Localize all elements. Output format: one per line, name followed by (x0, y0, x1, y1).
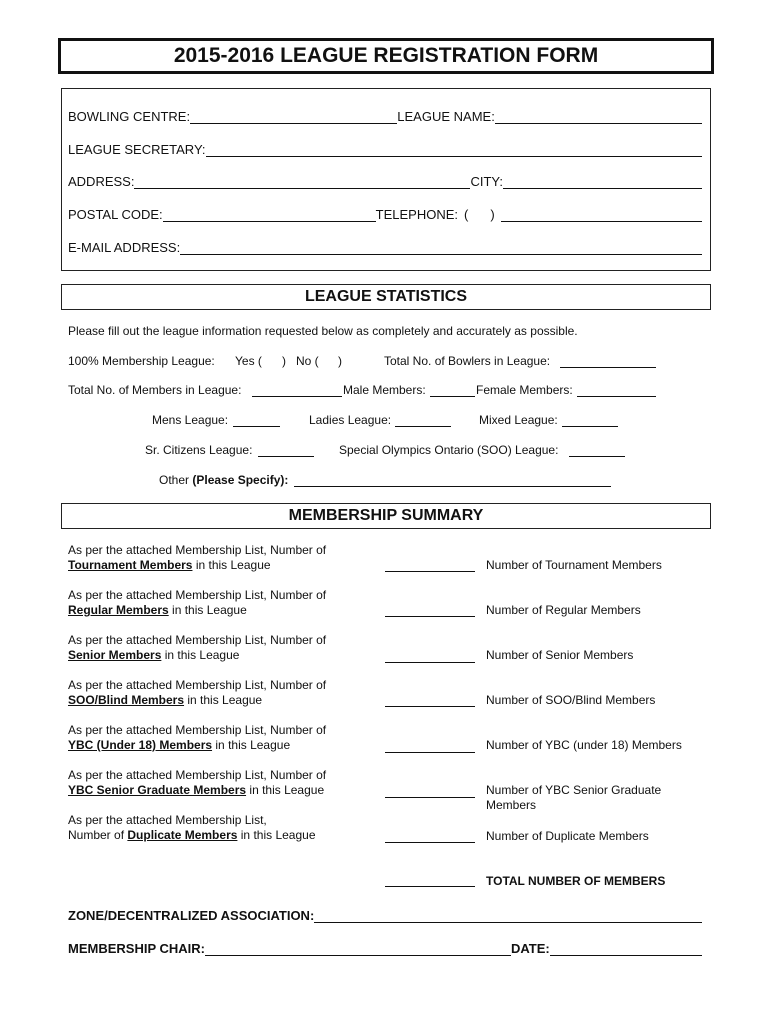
row-prefix: As per the attached Membership List, Number of (68, 678, 327, 692)
league-name-label: LEAGUE NAME: (397, 109, 495, 124)
ybc-senior-graduate-members-field[interactable] (385, 797, 475, 798)
total-members-field[interactable] (252, 384, 342, 397)
female-members-field[interactable] (577, 384, 656, 397)
mixed-league-field[interactable] (562, 414, 618, 427)
total-members-summary-field[interactable] (385, 886, 475, 887)
row-type: SOO/Blind Members (68, 693, 185, 707)
area-code-open: ( (464, 207, 469, 222)
address-field[interactable] (134, 176, 470, 189)
please-specify-text: (Please Specify): (192, 473, 289, 487)
mens-league-field[interactable] (233, 414, 280, 427)
ladies-league-label: Ladies League: (309, 413, 392, 427)
mens-league-label: Mens League: (152, 413, 229, 427)
soo-league-label: Special Olympics Ontario (SOO) League: (339, 443, 559, 457)
membership-row-duplicate (68, 813, 316, 843)
telephone-field[interactable] (501, 209, 702, 222)
league-name-field[interactable] (495, 111, 702, 124)
league-secretary-label: LEAGUE SECRETARY: (68, 142, 206, 157)
soo-league-field[interactable] (569, 444, 625, 457)
membership-row-senior (68, 633, 326, 663)
membership-chair-field[interactable] (205, 943, 511, 956)
regular-members-desc: Number of Regular Members (486, 603, 641, 617)
telephone-label: TELEPHONE: (375, 207, 458, 222)
soo-blind-members-field[interactable] (385, 706, 475, 707)
row-suffix: in this League (215, 738, 291, 752)
duplicate-members-desc: Number of Duplicate Members (486, 829, 649, 843)
membership-row-tournament (68, 543, 326, 573)
male-members-label: Male Members: (343, 383, 426, 397)
info-row-3 (68, 171, 702, 189)
postal-code-label: POSTAL CODE: (68, 207, 163, 222)
tournament-members-field[interactable] (385, 571, 475, 572)
other-label (159, 473, 288, 487)
total-number-of-members-label: TOTAL NUMBER OF MEMBERS (486, 874, 666, 888)
row-type: Senior Members (68, 648, 162, 662)
soo-blind-members-desc: Number of SOO/Blind Members (486, 693, 656, 707)
bowling-centre-field[interactable] (190, 111, 397, 124)
zone-field[interactable] (314, 910, 702, 923)
stats-intro: Please fill out the league information requested below as completely and accurately as possible. (68, 324, 578, 338)
membership-chair-label: MEMBERSHIP CHAIR: (68, 941, 205, 956)
email-label: E-MAIL ADDRESS: (68, 240, 181, 255)
membership-row-ybc-senior-graduate (68, 768, 326, 798)
zone-label: ZONE/DECENTRALIZED ASSOCIATION: (68, 908, 315, 923)
yes-label: Yes ( (235, 354, 262, 368)
form-title: 2015-2016 LEAGUE REGISTRATION FORM (58, 38, 714, 74)
city-field[interactable] (503, 176, 702, 189)
no-close: ) (338, 354, 342, 368)
info-row-5 (68, 237, 702, 255)
female-members-label: Female Members: (476, 383, 573, 397)
row-prefix: As per the attached Membership List, Number of (68, 768, 327, 782)
row-prefix: As per the attached Membership List, Number of (68, 588, 327, 602)
dup-number-of: Number of (68, 828, 125, 842)
ybc-under-18-members-desc: Number of YBC (under 18) Members (486, 738, 682, 752)
no-label: No ( (296, 354, 319, 368)
regular-members-field[interactable] (385, 616, 475, 617)
desc-line-1: Number of YBC Senior Graduate (486, 783, 662, 797)
row-prefix: As per the attached Membership List, Number of (68, 723, 327, 737)
address-label: ADDRESS: (68, 174, 135, 189)
desc-line-2: Members (486, 798, 537, 812)
info-row-2 (68, 139, 702, 157)
dup-prefix: As per the attached Membership List, (68, 813, 267, 827)
no-checkbox[interactable] (322, 352, 336, 368)
info-row-4 (68, 204, 702, 222)
row-type: YBC (Under 18) Members (68, 738, 213, 752)
date-field[interactable] (550, 943, 702, 956)
other-field[interactable] (294, 474, 611, 487)
ladies-league-field[interactable] (395, 414, 451, 427)
ybc-senior-graduate-members-desc (486, 783, 661, 813)
email-field[interactable] (180, 242, 702, 255)
ybc-under-18-members-field[interactable] (385, 752, 475, 753)
dup-type: Duplicate Members (127, 828, 238, 842)
membership-row-soo-blind (68, 678, 326, 708)
row-prefix: As per the attached Membership List, Number of (68, 633, 327, 647)
date-label: DATE: (511, 941, 550, 956)
area-code-close: ) (490, 207, 495, 222)
row-suffix: in this League (187, 693, 263, 707)
duplicate-members-field[interactable] (385, 842, 475, 843)
tournament-members-desc: Number of Tournament Members (486, 558, 662, 572)
row-type: Regular Members (68, 603, 169, 617)
membership-summary-heading: MEMBERSHIP SUMMARY (61, 503, 711, 529)
league-secretary-field[interactable] (206, 144, 702, 157)
row-type: YBC Senior Graduate Members (68, 783, 247, 797)
mixed-league-label: Mixed League: (479, 413, 558, 427)
row-suffix: in this League (240, 828, 316, 842)
row-suffix: in this League (249, 783, 325, 797)
info-row-1 (68, 106, 702, 124)
total-members-label: Total No. of Members in League: (68, 383, 242, 397)
postal-code-field[interactable] (163, 209, 376, 222)
total-bowlers-label: Total No. of Bowlers in League: (384, 354, 551, 368)
zone-row (68, 905, 702, 923)
sr-citizens-label: Sr. Citizens League: (145, 443, 253, 457)
row-suffix: in this League (195, 558, 271, 572)
row-suffix: in this League (172, 603, 247, 617)
yes-checkbox[interactable] (266, 352, 280, 368)
total-bowlers-field[interactable] (560, 355, 656, 368)
other-text: Other (159, 473, 190, 487)
male-members-field[interactable] (430, 384, 475, 397)
row-suffix: in this League (164, 648, 240, 662)
city-label: CITY: (470, 174, 503, 189)
league-statistics-heading: LEAGUE STATISTICS (61, 284, 711, 310)
senior-members-desc: Number of Senior Members (486, 648, 634, 662)
membership-row-regular (68, 588, 326, 618)
chair-row (68, 938, 702, 956)
sr-citizens-field[interactable] (258, 444, 314, 457)
membership-row-ybc-under-18 (68, 723, 326, 753)
membership-league-label: 100% Membership League: (68, 354, 215, 368)
yes-close: ) (282, 354, 286, 368)
bowling-centre-label: BOWLING CENTRE: (68, 109, 191, 124)
row-prefix: As per the attached Membership List, Number of (68, 543, 327, 557)
row-type: Tournament Members (68, 558, 193, 572)
senior-members-field[interactable] (385, 662, 475, 663)
